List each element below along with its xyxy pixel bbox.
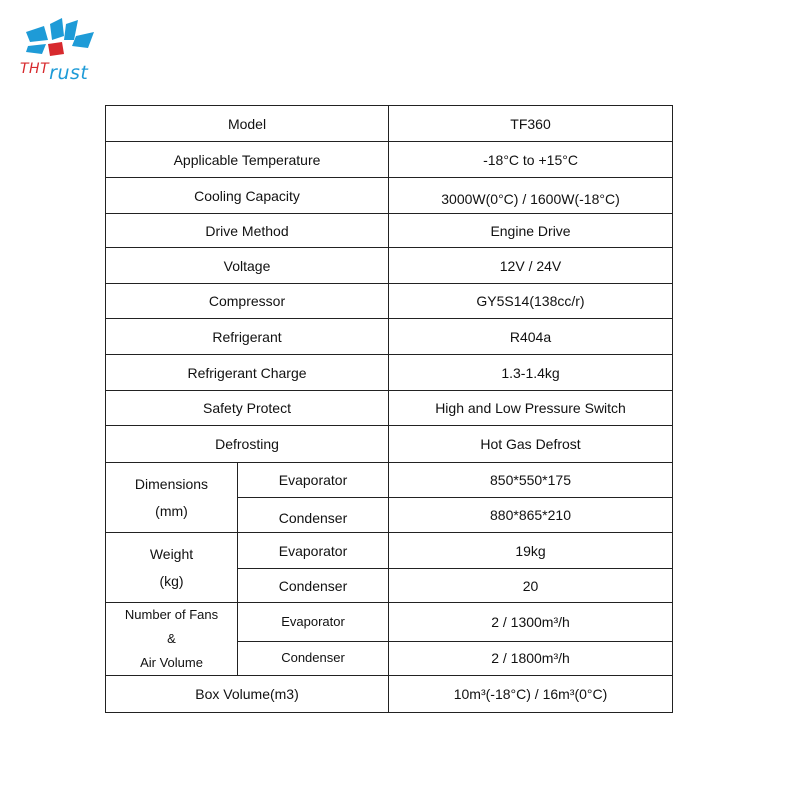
brand-logo (18, 18, 104, 84)
spec-value: 3000W(0°C) / 1600W(-18°C) (389, 178, 673, 214)
sub-label: Condenser (238, 569, 389, 603)
spec-label: Applicable Temperature (106, 142, 389, 178)
dimensions-label-line1: Dimensions (134, 475, 209, 492)
dimensions-label-line2: (mm) (155, 502, 188, 519)
spec-label: Voltage (106, 248, 389, 284)
spec-label: Defrosting (106, 426, 389, 463)
weight-label-line2: (kg) (159, 572, 184, 589)
spec-label: Compressor (106, 284, 389, 319)
table-row (106, 533, 673, 569)
spec-label: Drive Method (106, 214, 389, 248)
spec-label: Safety Protect (106, 391, 389, 426)
table-row (106, 142, 673, 178)
spec-value: 850*550*175 (389, 463, 673, 498)
table-row (106, 355, 673, 391)
spec-table (105, 105, 673, 713)
brand-suffix: rust (49, 62, 89, 84)
spec-value: -18°C to +15°C (389, 142, 673, 178)
dimensions-label (106, 463, 238, 533)
sub-label: Evaporator (238, 533, 389, 569)
table-row (106, 676, 673, 713)
spec-label: Box Volume(m3) (106, 676, 389, 713)
sub-label: Evaporator (238, 463, 389, 498)
spec-value: Hot Gas Defrost (389, 426, 673, 463)
spec-value: GY5S14(138cc/r) (389, 284, 673, 319)
brand-wordmark (20, 58, 88, 84)
brand-prefix: THT (20, 61, 50, 77)
spec-label: Refrigerant Charge (106, 355, 389, 391)
spec-value: TF360 (389, 106, 673, 142)
spec-label: Refrigerant (106, 319, 389, 355)
spec-value: 10m³(-18°C) / 16m³(0°C) (389, 676, 673, 713)
fans-label-line3: Air Volume (140, 655, 203, 670)
spec-value: R404a (389, 319, 673, 355)
weight-label-line1: Weight (149, 545, 194, 562)
table-row (106, 391, 673, 426)
table-row (106, 178, 673, 214)
table-row (106, 284, 673, 319)
table-row (106, 603, 673, 642)
spec-value: 1.3-1.4kg (389, 355, 673, 391)
weight-label (106, 533, 238, 603)
leaf-emblem-icon (18, 18, 98, 58)
table-row (106, 106, 673, 142)
sub-label: Condenser (238, 498, 389, 533)
table-row (106, 463, 673, 498)
spec-label: Cooling Capacity (106, 178, 389, 214)
fans-label (106, 603, 238, 676)
table-row (106, 248, 673, 284)
table-row (106, 426, 673, 463)
spec-value: 20 (389, 569, 673, 603)
spec-value: Engine Drive (389, 214, 673, 248)
spec-value: High and Low Pressure Switch (389, 391, 673, 426)
spec-value: 2 / 1300m³/h (389, 603, 673, 642)
spec-value: 12V / 24V (389, 248, 673, 284)
fans-label-line2: & (167, 631, 176, 646)
table-row (106, 214, 673, 248)
sub-label: Condenser (238, 641, 389, 675)
fans-label-line1: Number of Fans (124, 607, 219, 622)
spec-value: 19kg (389, 533, 673, 569)
spec-value: 880*865*210 (389, 498, 673, 533)
sub-label: Evaporator (238, 603, 389, 642)
spec-value: 2 / 1800m³/h (389, 641, 673, 675)
spec-label: Model (106, 106, 389, 142)
table-row (106, 319, 673, 355)
